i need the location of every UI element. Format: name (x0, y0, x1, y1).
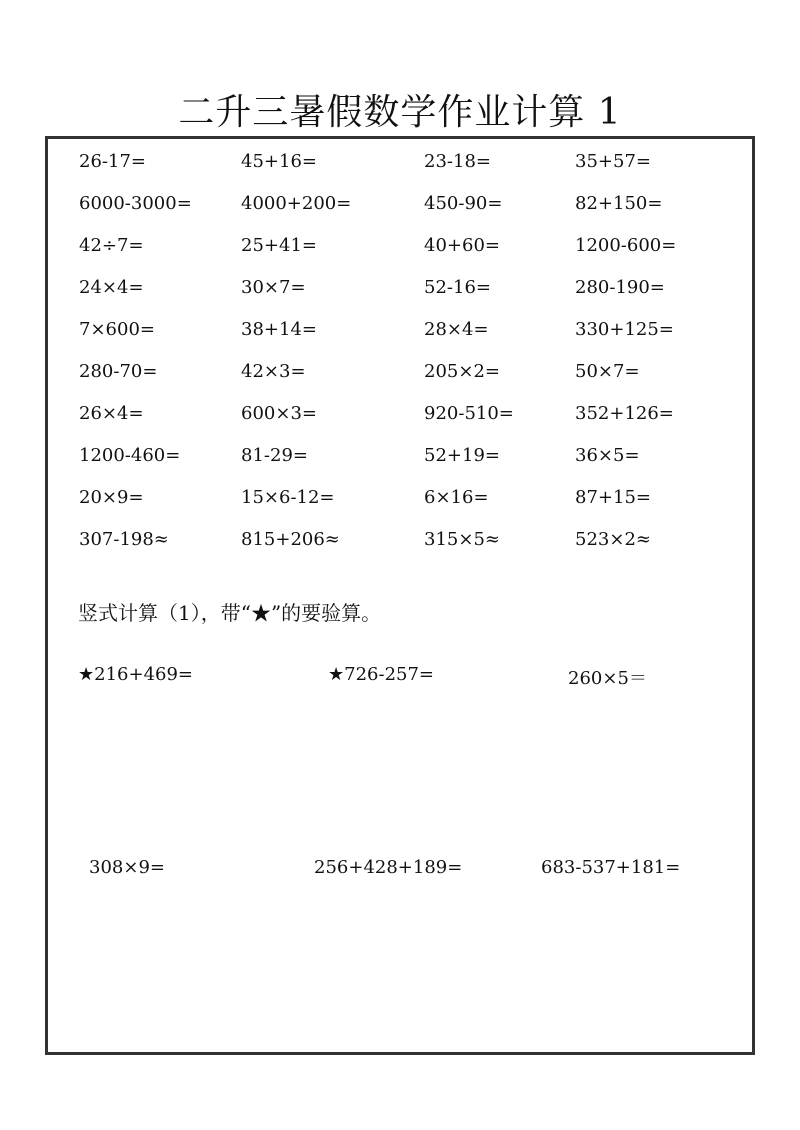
oral-problem: 25+41= (241, 235, 317, 256)
oral-problem: 1200-600= (575, 235, 677, 256)
oral-problem: 52+19= (424, 445, 500, 466)
oral-problem: 45+16= (241, 151, 317, 172)
oral-problem: 82+150= (575, 193, 663, 214)
oral-problem: 6×16= (424, 487, 489, 508)
vertical-problem: ★216+469= (78, 664, 194, 685)
oral-problem: 36×5= (575, 445, 640, 466)
oral-problem: 50×7= (575, 361, 640, 382)
oral-problem: 315×5≈ (424, 529, 500, 550)
oral-problem: 38+14= (241, 319, 317, 340)
oral-problem: 352+126= (575, 403, 674, 424)
oral-problem: 52-16= (424, 277, 491, 298)
oral-problem: 523×2≈ (575, 529, 651, 550)
oral-problem: 330+125= (575, 319, 674, 340)
oral-problem: 28×4= (424, 319, 489, 340)
oral-problem: 20×9= (79, 487, 144, 508)
oral-problem: 920-510= (424, 403, 514, 424)
oral-problem: 42÷7= (79, 235, 144, 256)
oral-problem: 23-18= (424, 151, 491, 172)
oral-problem: 4000+200= (241, 193, 352, 214)
oral-problem: 600×3= (241, 403, 317, 424)
oral-problem: 280-70= (79, 361, 158, 382)
oral-problem: 205×2= (424, 361, 500, 382)
vertical-row-2 (48, 857, 758, 887)
oral-problem: 450-90= (424, 193, 503, 214)
vertical-problem: ★726-257= (328, 664, 435, 685)
oral-problem: 40+60= (424, 235, 500, 256)
oral-problem: 6000-3000= (79, 193, 192, 214)
vertical-problem: 683-537+181= (541, 857, 681, 878)
oral-problem: 15×6-12= (241, 487, 335, 508)
oral-problem: 35+57= (575, 151, 651, 172)
oral-problem: 307-198≈ (79, 529, 169, 550)
page-title: 二升三暑假数学作业计算 1 (178, 92, 622, 133)
oral-problem: 280-190= (575, 277, 665, 298)
oral-problem: 24×4= (79, 277, 144, 298)
oral-problem: 7×600= (79, 319, 155, 340)
vertical-problem: 256+428+189= (314, 857, 463, 878)
vertical-problem: 260×5＝ (568, 668, 647, 689)
oral-problem: 26-17= (79, 151, 146, 172)
vertical-row-1 (48, 664, 758, 694)
vertical-problem: 308×9= (89, 857, 165, 878)
oral-problem: 30×7= (241, 277, 306, 298)
oral-problem: 815+206≈ (241, 529, 340, 550)
oral-problem: 26×4= (79, 403, 144, 424)
oral-problem: 42×3= (241, 361, 306, 382)
oral-problem: 1200-460= (79, 445, 181, 466)
oral-problem: 81-29= (241, 445, 308, 466)
vertical-calculation-instruction: 竖式计算（1），带“★”的要验算。 (78, 601, 382, 625)
oral-problem: 87+15= (575, 487, 651, 508)
worksheet-frame (45, 136, 755, 1055)
